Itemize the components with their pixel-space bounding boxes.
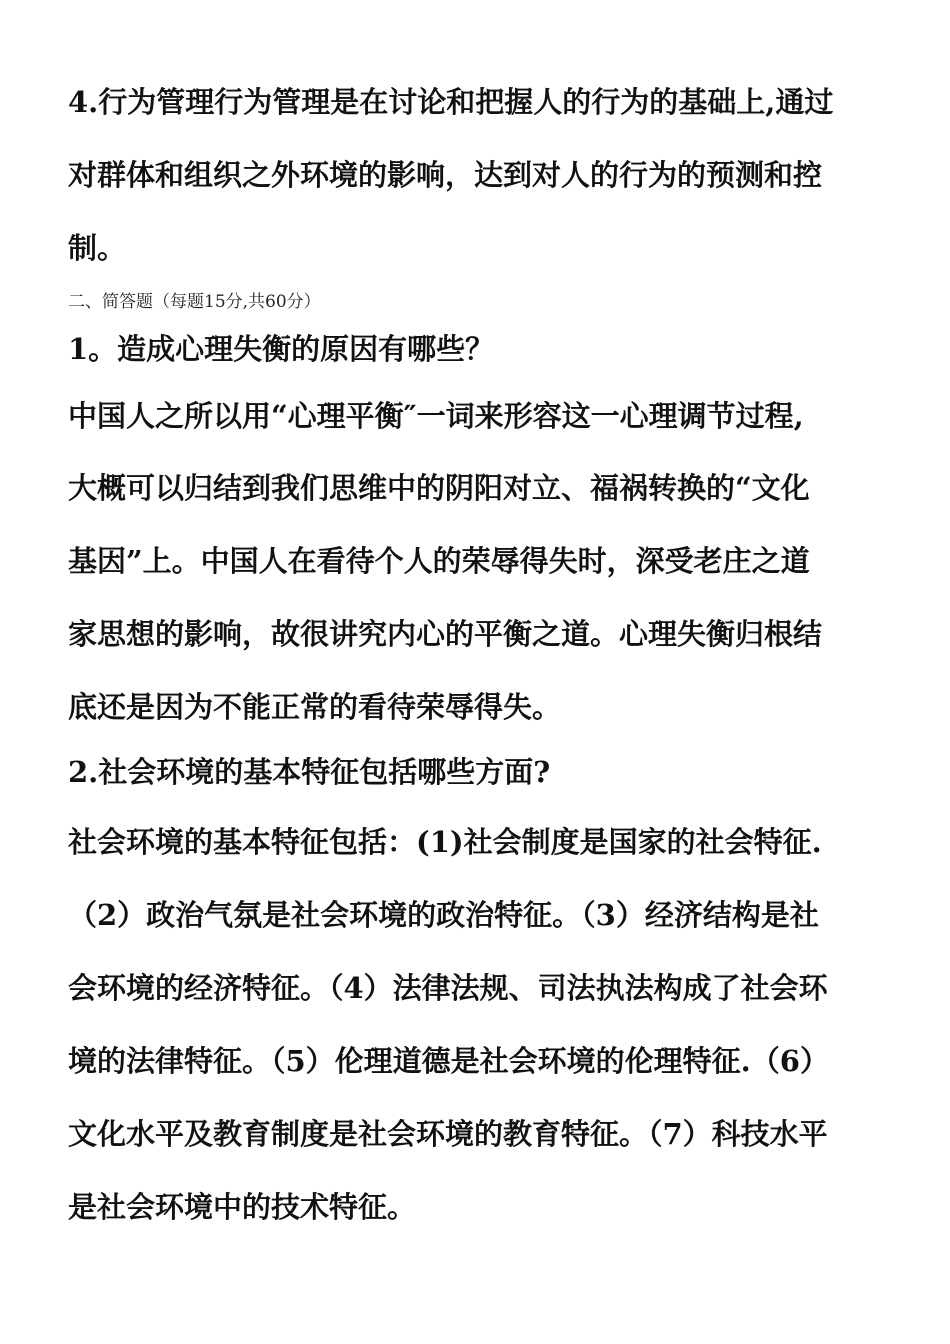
question-2-title: 2.社会环境的基本特征包括哪些方面? [68,755,551,789]
question-2-answer-line-4: 境的法律特征。（5）伦理道德是社会环境的伦理特征.（6） [68,1044,829,1078]
section-heading: 二、简答题（每题15分,共60分） [68,292,321,312]
question-1-answer-line-5: 底还是因为不能正常的看待荣辱得失。 [68,690,562,724]
question-2-answer-line-2: （2）政治气氛是社会环境的政治特征。（3）经济结构是社 [68,898,819,932]
question-2-answer-line-5: 文化水平及教育制度是社会环境的教育特征。（7）科技水平 [68,1117,828,1151]
question-1-answer-line-2: 大概可以归结到我们思维中的阴阳对立、福祸转换的“文化 [68,471,810,505]
paragraph-4-line-1: 4.行为管理行为管理是在讨论和把握人的行为的基础上,通过 [68,85,834,119]
paragraph-4-line-2: 对群体和组织之外环境的影响，达到对人的行为的预测和控 [68,158,823,192]
question-1-answer-line-1: 中国人之所以用“心理平衡″一词来形容这一心理调节过程, [68,399,804,433]
question-2-answer-line-6: 是社会环境中的技术特征。 [68,1190,417,1224]
question-1-answer-line-4: 家思想的影响，故很讲究内心的平衡之道。心理失衡归根结 [68,617,823,651]
paragraph-4-line-3: 制。 [68,231,127,265]
question-1-title: 1。造成心理失衡的原因有哪些？ [68,332,495,366]
question-2-answer-line-3: 会环境的经济特征。（4）法律法规、司法执法构成了社会环 [68,971,828,1005]
question-2-answer-line-1: 社会环境的基本特征包括：(1)社会制度是国家的社会特征. [68,825,822,859]
question-1-answer-line-3: 基因”上。中国人在看待个人的荣辱得失时，深受老庄之道 [68,544,810,578]
